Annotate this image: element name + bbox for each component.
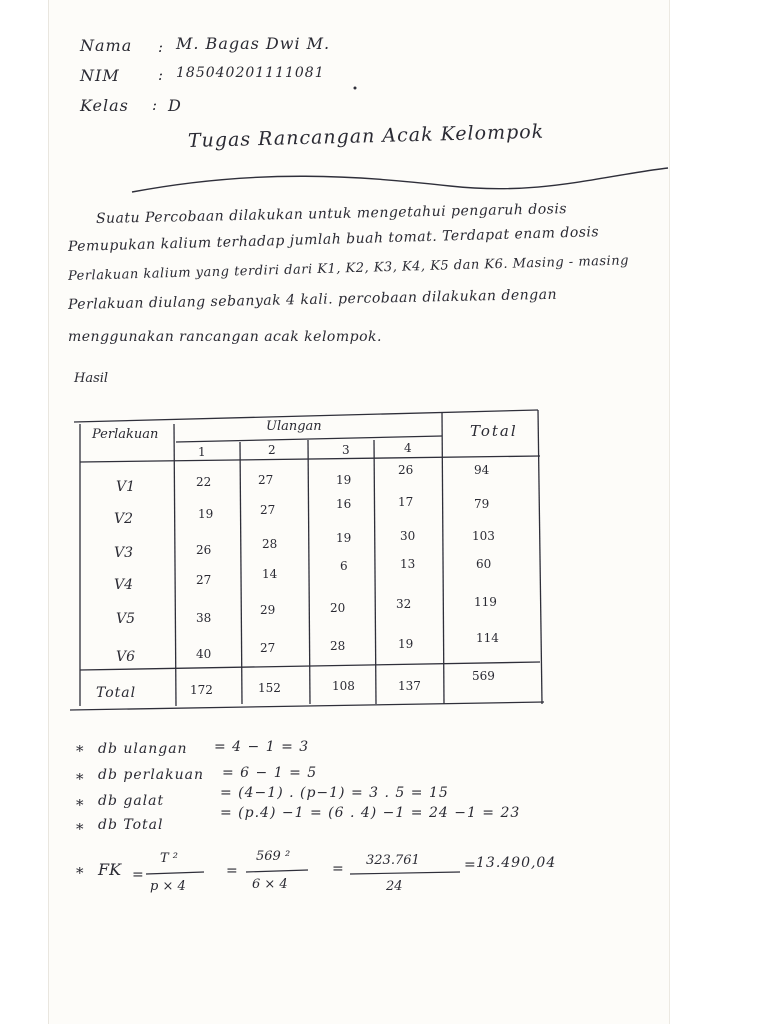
table-total-cell: 152 — [258, 681, 281, 695]
table-cell: 30 — [400, 529, 416, 543]
calc-expression: = 4 − 1 = 3 — [214, 739, 310, 755]
table-total-cell: 137 — [398, 679, 421, 693]
table-cell: 28 — [262, 537, 278, 551]
table-cell: 17 — [398, 495, 414, 509]
table-cell-total: 103 — [472, 529, 495, 543]
kelas-separator: : — [152, 96, 158, 114]
table-col-header: 3 — [342, 443, 350, 457]
fk-equals: = — [132, 867, 145, 883]
nim-separator: : — [158, 66, 164, 84]
table-cell: 20 — [330, 601, 346, 615]
table-cell: 27 — [258, 473, 274, 487]
table-row-label: V6 — [116, 649, 136, 665]
fk-equals: = — [226, 863, 239, 879]
table-cell: 13 — [400, 557, 416, 571]
fk-bullet: * — [76, 864, 84, 882]
calc-bullet: * — [76, 742, 84, 760]
table-cell-total: 119 — [474, 595, 497, 609]
table-cell-total: 60 — [476, 557, 492, 571]
paragraph-line: menggunakan rancangan acak kelompok. — [68, 329, 382, 345]
calc-bullet: * — [76, 796, 84, 814]
table-cell: 29 — [260, 603, 276, 617]
table-total-grand: 569 — [472, 669, 495, 683]
table-col-header: 2 — [268, 443, 276, 457]
calc-label: db perlakuan — [98, 767, 205, 783]
paragraph-line: Suatu Percobaan dilakukan untuk mengetahui pengaruh dosis — [95, 201, 568, 227]
table-cell: 38 — [196, 611, 212, 625]
table-row-label: V3 — [114, 545, 134, 561]
table-cell: 22 — [196, 475, 212, 489]
table-header-ulangan: Ulangan — [266, 419, 322, 434]
table-total-label: Total — [96, 685, 137, 701]
nim-label: NIM — [80, 66, 120, 85]
fk-denominator: p × 4 — [150, 879, 186, 894]
table-cell: 27 — [260, 503, 276, 517]
fk-equals: = — [332, 861, 345, 877]
paragraph-line: Perlakuan kalium yang terdiri dari K1, K2, K3, K4, K5 dan K6. Masing - masing — [67, 253, 630, 284]
table-row-label: V5 — [116, 611, 136, 627]
table-cell: 32 — [396, 597, 412, 611]
page-title: Tugas Rancangan Acak Kelompok — [187, 120, 545, 152]
table-cell: 19 — [336, 531, 352, 545]
table-cell-total: 114 — [476, 631, 499, 645]
table-cell: 6 — [340, 559, 348, 573]
table-cell: 16 — [336, 497, 352, 511]
kelas-value: D — [168, 96, 182, 115]
fk-denominator: 24 — [386, 879, 403, 894]
nim-value: 185040201111081 — [176, 65, 325, 81]
table-header-total: Total — [470, 422, 518, 440]
fk-equals: = — [464, 857, 477, 873]
table-row-label: V1 — [116, 479, 136, 495]
calc-expression: = (4−1) . (p−1) = 3 . 5 = 15 — [220, 785, 449, 801]
table-cell: 19 — [398, 637, 414, 651]
table-row-label: V2 — [114, 511, 134, 527]
table-row-label: V4 — [114, 577, 134, 593]
calc-label: db galat — [98, 793, 165, 809]
table-cell: 28 — [330, 639, 346, 653]
table-header-perlakuan: Perlakuan — [92, 427, 159, 442]
hasil-label: Hasil — [74, 371, 109, 386]
table-total-cell: 108 — [332, 679, 355, 693]
calc-label: db ulangan — [98, 741, 188, 757]
calc-bullet: * — [76, 770, 84, 788]
table-col-header: 1 — [198, 445, 206, 459]
table-cell: 40 — [196, 647, 212, 661]
fk-numerator: T ² — [160, 851, 179, 866]
table-cell: 26 — [398, 463, 414, 477]
kelas-label: Kelas — [80, 96, 129, 115]
table-cell-total: 94 — [474, 463, 490, 477]
table-cell: 26 — [196, 543, 212, 557]
name-label: Nama — [80, 36, 133, 55]
table-cell: 27 — [196, 573, 212, 587]
table-cell: 19 — [336, 473, 352, 487]
fk-denominator: 6 × 4 — [252, 877, 288, 892]
table-cell: 19 — [198, 507, 214, 521]
table-cell-total: 79 — [474, 497, 490, 511]
name-separator: : — [158, 38, 164, 56]
paragraph-line: Perlakuan diulang sebanyak 4 kali. percobaan dilakukan dengan — [67, 286, 558, 313]
calc-bullet: * — [76, 820, 84, 838]
calc-expression: = 6 − 1 = 5 — [222, 765, 318, 781]
table-col-header: 4 — [404, 441, 412, 455]
fk-label: FK — [98, 860, 122, 879]
fk-numerator: 569 ² — [256, 849, 291, 864]
fk-result: 13.490,04 — [476, 855, 557, 871]
paragraph-line: Pemupukan kalium terhadap jumlah buah tomat. Terdapat enam dosis — [67, 224, 600, 255]
table-total-cell: 172 — [190, 683, 213, 697]
table-cell: 27 — [260, 641, 276, 655]
name-value: M. Bagas Dwi M. — [176, 34, 331, 53]
table-cell: 14 — [262, 567, 278, 581]
fk-numerator: 323.761 — [366, 853, 420, 868]
calc-expression: = (p.4) −1 = (6 . 4) −1 = 24 −1 = 23 — [220, 805, 521, 821]
calc-label: db Total — [98, 817, 164, 833]
